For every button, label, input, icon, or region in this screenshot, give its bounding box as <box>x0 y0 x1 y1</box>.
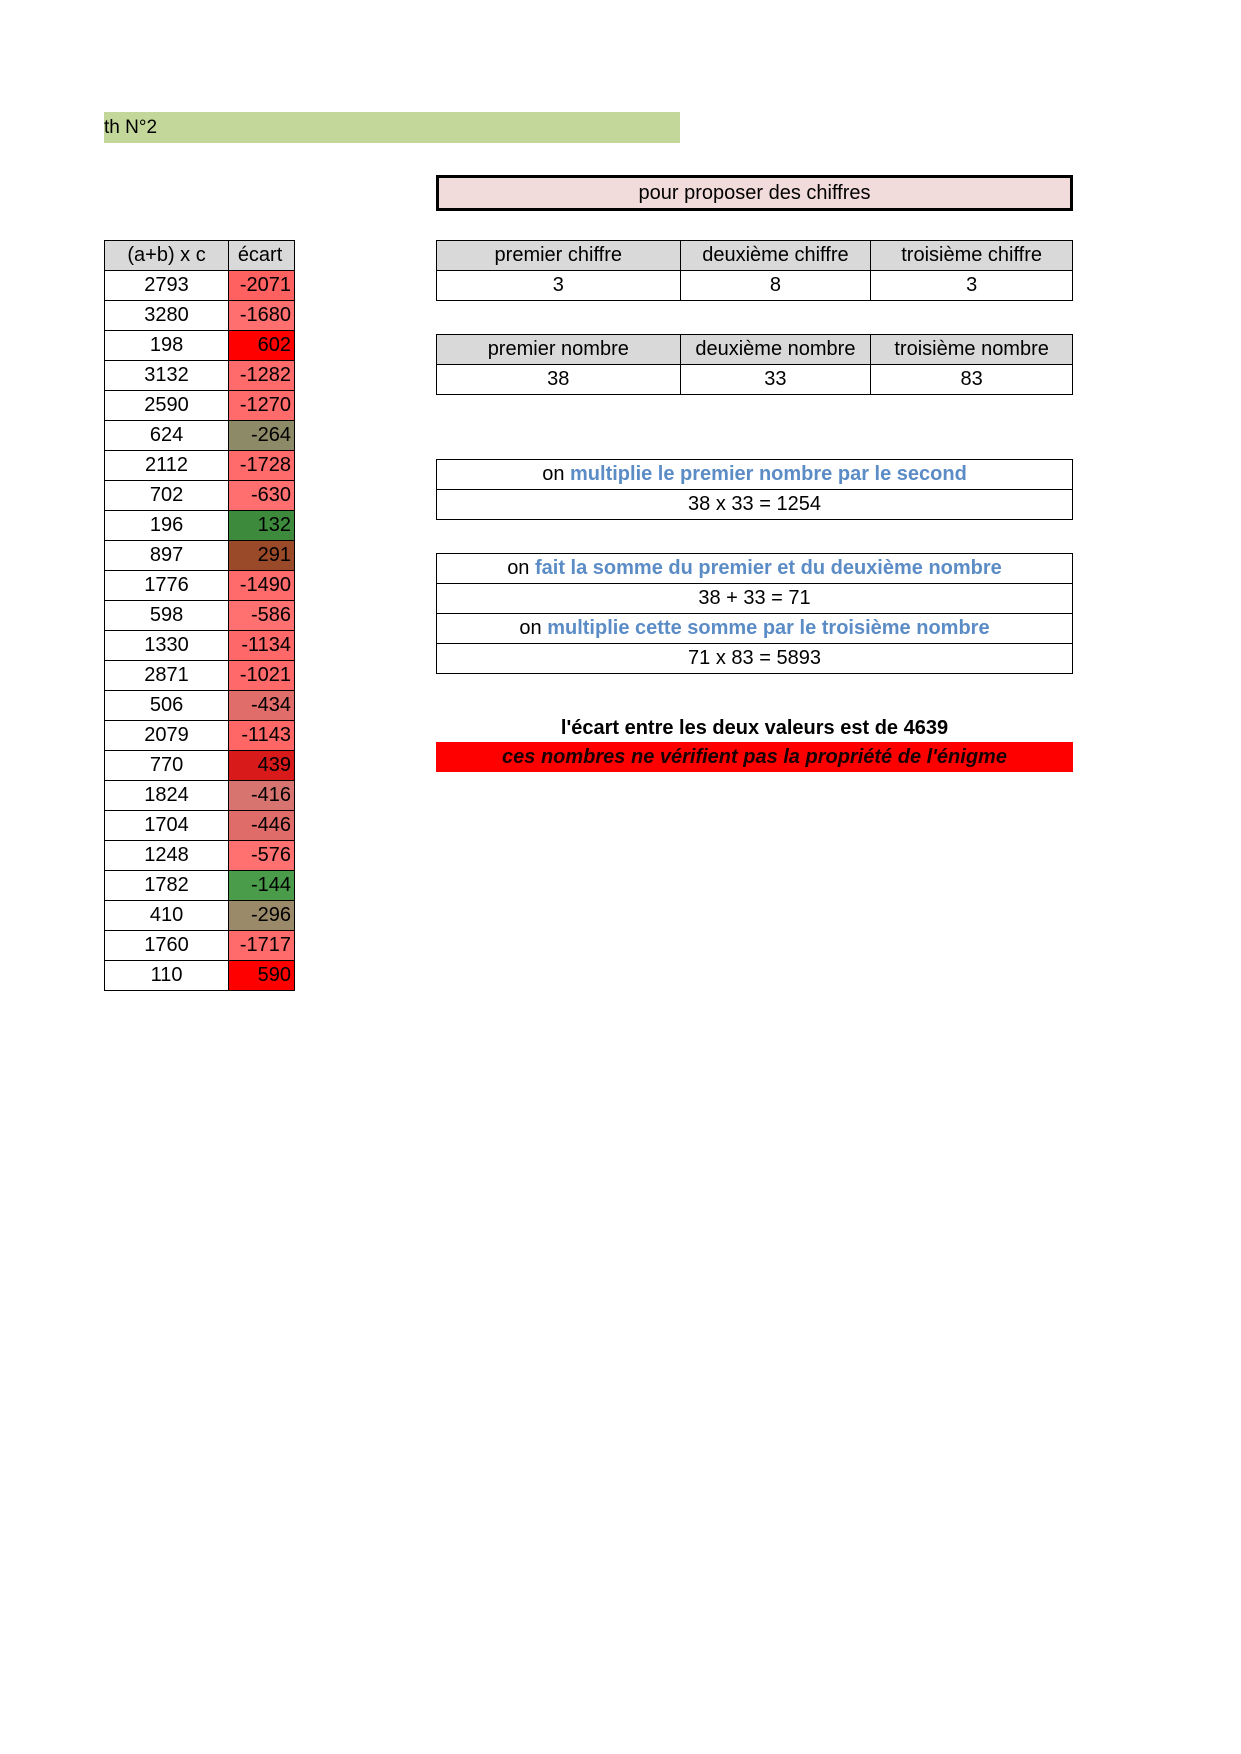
ecart-cell: -1134 <box>229 631 295 661</box>
product-cell: 2112 <box>105 451 229 481</box>
ecart-cell: -446 <box>229 811 295 841</box>
product-cell: 702 <box>105 481 229 511</box>
table-row <box>105 961 295 991</box>
product-cell: 410 <box>105 901 229 931</box>
ecart-cell: -1143 <box>229 721 295 751</box>
table-row <box>105 421 295 451</box>
troisieme-nombre-cell: 83 <box>871 365 1073 395</box>
instruction-highlight: multiplie cette somme par le troisième nombre <box>547 617 990 639</box>
product-cell: 624 <box>105 421 229 451</box>
somme-instruction <box>437 554 1073 584</box>
deuxieme-nombre-cell: 33 <box>680 365 871 395</box>
ecart-cell: -1717 <box>229 931 295 961</box>
ecart-cell: -296 <box>229 901 295 931</box>
data-table <box>104 240 295 991</box>
table-row <box>105 931 295 961</box>
table-row <box>105 391 295 421</box>
header-premier-nombre: premier nombre <box>437 335 681 365</box>
header-deuxieme-nombre: deuxième nombre <box>680 335 871 365</box>
verdict-banner: ces nombres ne vérifient pas la propriété de l'énigme <box>436 742 1073 772</box>
header-product: (a+b) x c <box>105 241 229 271</box>
ecart-cell: -1728 <box>229 451 295 481</box>
product-cell: 3280 <box>105 301 229 331</box>
instruction-highlight: multiplie le premier nombre par le second <box>570 463 967 485</box>
data-table-header-row <box>105 241 295 271</box>
ecart-cell: 602 <box>229 331 295 361</box>
header-troisieme-nombre: troisième nombre <box>871 335 1073 365</box>
chiffres-table <box>436 240 1073 301</box>
product-cell: 1704 <box>105 811 229 841</box>
table-row <box>105 721 295 751</box>
table-row <box>105 901 295 931</box>
product-cell: 2079 <box>105 721 229 751</box>
table-row <box>105 361 295 391</box>
ecart-cell: -1680 <box>229 301 295 331</box>
product-cell: 897 <box>105 541 229 571</box>
product-cell: 1782 <box>105 871 229 901</box>
product-cell: 1760 <box>105 931 229 961</box>
product-instruction <box>437 614 1073 644</box>
table-row <box>105 301 295 331</box>
ecart-result: l'écart entre les deux valeurs est de 4639 <box>560 717 949 739</box>
ecart-cell: -264 <box>229 421 295 451</box>
ecart-cell: -1282 <box>229 361 295 391</box>
product-cell: 110 <box>105 961 229 991</box>
table-row <box>105 841 295 871</box>
propose-digits-box[interactable]: pour proposer des chiffres <box>436 175 1073 211</box>
ecart-cell: 590 <box>229 961 295 991</box>
nombres-table <box>436 334 1073 395</box>
product-cell: 506 <box>105 691 229 721</box>
header-troisieme-chiffre: troisième chiffre <box>871 241 1073 271</box>
product-cell: 2871 <box>105 661 229 691</box>
table-row <box>105 451 295 481</box>
deuxieme-chiffre-cell[interactable]: 8 <box>680 271 871 301</box>
ecart-cell: -586 <box>229 601 295 631</box>
table-row <box>105 541 295 571</box>
ecart-cell: -630 <box>229 481 295 511</box>
header-premier-chiffre: premier chiffre <box>437 241 681 271</box>
instruction-prefix: on <box>519 617 548 639</box>
product-cell: 2590 <box>105 391 229 421</box>
ecart-cell: -1490 <box>229 571 295 601</box>
table-row <box>105 691 295 721</box>
ecart-cell: -1270 <box>229 391 295 421</box>
instruction-highlight: fait la somme du premier et du deuxième nombre <box>535 557 1002 579</box>
table-row <box>105 601 295 631</box>
header-deuxieme-chiffre: deuxième chiffre <box>680 241 871 271</box>
ecart-cell: -1021 <box>229 661 295 691</box>
sheet-title: th N°2 <box>104 112 680 143</box>
product-cell: 1330 <box>105 631 229 661</box>
ecart-cell: -144 <box>229 871 295 901</box>
multiplication-result: 38 x 33 = 1254 <box>437 490 1073 520</box>
multiplication-table <box>436 459 1073 520</box>
product-cell: 2793 <box>105 271 229 301</box>
premier-chiffre-cell[interactable]: 3 <box>437 271 681 301</box>
product-cell: 598 <box>105 601 229 631</box>
table-row <box>105 511 295 541</box>
table-row <box>105 781 295 811</box>
table-row <box>105 751 295 781</box>
table-row <box>105 871 295 901</box>
data-table-body <box>105 271 295 991</box>
product-cell: 1248 <box>105 841 229 871</box>
multiplication-instruction <box>437 460 1073 490</box>
troisieme-chiffre-cell[interactable]: 3 <box>871 271 1073 301</box>
instruction-prefix: on <box>507 557 535 579</box>
somme-table <box>436 553 1073 674</box>
table-row <box>105 661 295 691</box>
somme-result: 38 + 33 = 71 <box>437 584 1073 614</box>
ecart-cell: 132 <box>229 511 295 541</box>
ecart-cell: -2071 <box>229 271 295 301</box>
table-row <box>105 271 295 301</box>
instruction-prefix: on <box>542 463 571 485</box>
product-cell: 1776 <box>105 571 229 601</box>
product-cell: 3132 <box>105 361 229 391</box>
ecart-cell: 439 <box>229 751 295 781</box>
product-result: 71 x 83 = 5893 <box>437 644 1073 674</box>
product-cell: 196 <box>105 511 229 541</box>
ecart-cell: 291 <box>229 541 295 571</box>
ecart-cell: -416 <box>229 781 295 811</box>
premier-nombre-cell: 38 <box>437 365 681 395</box>
table-row <box>105 571 295 601</box>
ecart-cell: -576 <box>229 841 295 871</box>
product-cell: 198 <box>105 331 229 361</box>
product-cell: 770 <box>105 751 229 781</box>
table-row <box>105 811 295 841</box>
table-row <box>105 631 295 661</box>
header-ecart: écart <box>229 241 295 271</box>
table-row <box>105 331 295 361</box>
table-row <box>105 481 295 511</box>
product-cell: 1824 <box>105 781 229 811</box>
ecart-cell: -434 <box>229 691 295 721</box>
